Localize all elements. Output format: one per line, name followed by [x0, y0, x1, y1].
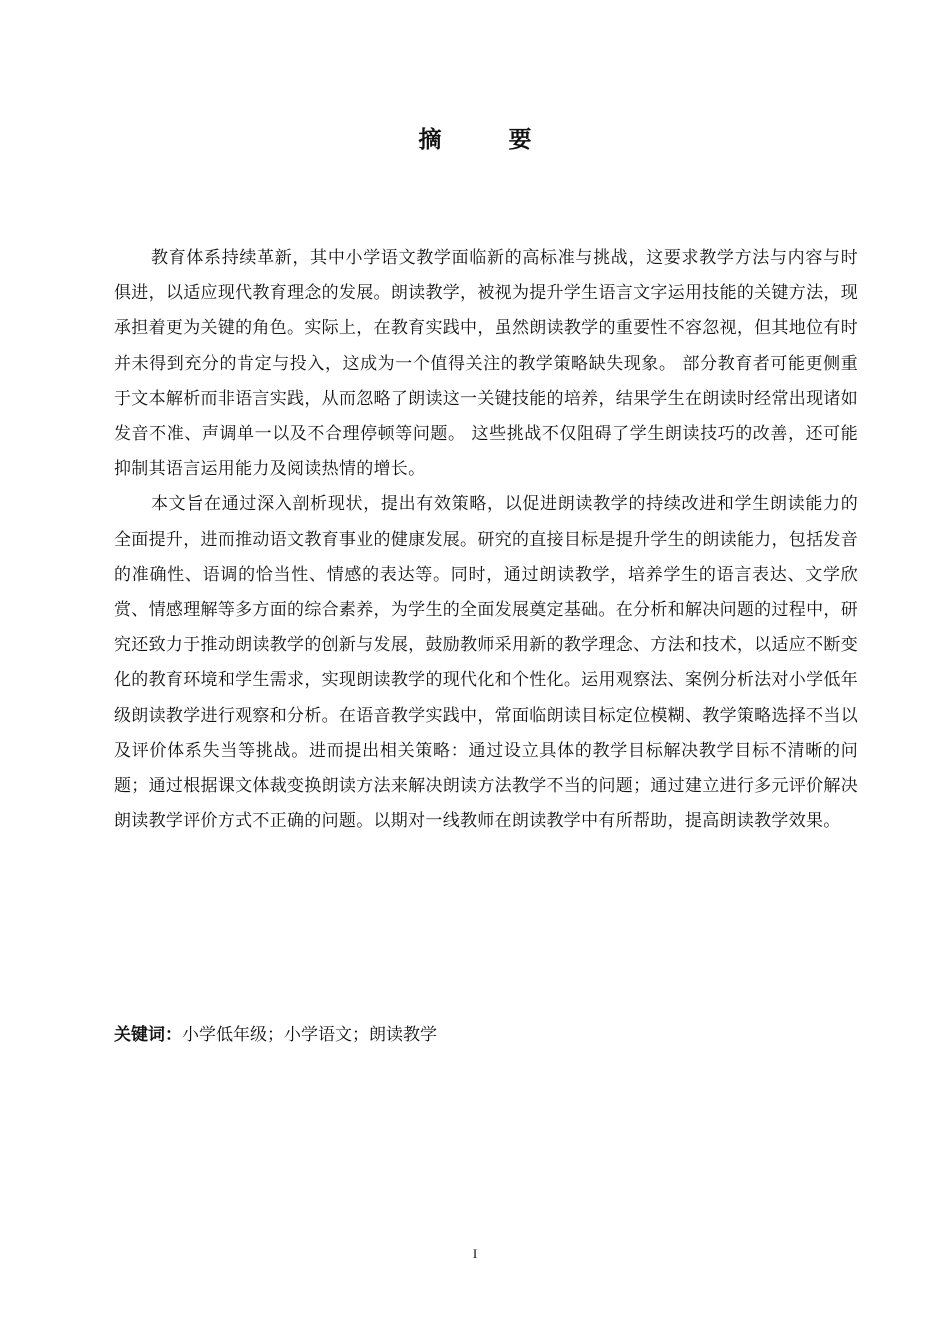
keywords-line [114, 1018, 858, 1053]
page-title: 摘 要 [418, 126, 554, 153]
keywords-text: 小学低年级；小学语文；朗读教学 [182, 1025, 437, 1045]
page-number: I [472, 1246, 478, 1261]
abstract-paragraph-1: 教育体系持续革新，其中小学语文教学面临新的高标准与挑战，这要求教学方法与内容与时俱进，以适应现代教育理念的发展。朗读教学，被视为提升学生语言文字运用技能的关键方法，现承担着更为关键的角色。实际上，在教育实践中，虽然朗读教学的重要性不容忽视，但其地位有时并未得到充分的肯定与投入，这成为一个值得关注的教学策略缺失现象。 部分教育者可能更侧重于文本解析而非语言实践，从而忽略了朗读这一关键技能的培养，结果学生在朗读时经常出现诸如发音不准、声调单一以及不合理停顿等问题。 这些挑战不仅阻碍了学生朗读技巧的改善，还可能抑制其语言运用能力及阅读热情的增长。 [114, 248, 858, 480]
abstract-body [114, 241, 858, 839]
abstract-paragraph-2: 本文旨在通过深入剖析现状，提出有效策略，以促进朗读教学的持续改进和学生朗读能力的全面提升，进而推动语文教育事业的健康发展。研究的直接目标是提升学生的朗读能力，包括发音的准确性、语调的恰当性、情感的表达等。同时，通过朗读教学，培养学生的语言表达、文学欣赏、情感理解等多方面的综合素养，为学生的全面发展奠定基础。在分析和解决问题的过程中，研究还致力于推动朗读教学的创新与发展，鼓励教师采用新的教学理念、方法和技术，以适应不断变化的教育环境和学生需求，实现朗读教学的现代化和个性化。运用观察法、案例分析法对小学低年级朗读教学进行观察和分析。在语音教学实践中，常面临朗读目标定位模糊、教学策略选择不当以及评价体系失当等挑战。进而提出相关策略：通过设立具体的教学目标解决教学目标不清晰的问题；通过根据课文体裁变换朗读方法来解决朗读方法教学不当的问题；通过建立进行多元评价解决朗读教学评价方式不正确的问题。以期对一线教师在朗读教学中有所帮助，提高朗读教学效果。 [114, 494, 858, 832]
keywords-label: 关键词： [114, 1025, 182, 1045]
